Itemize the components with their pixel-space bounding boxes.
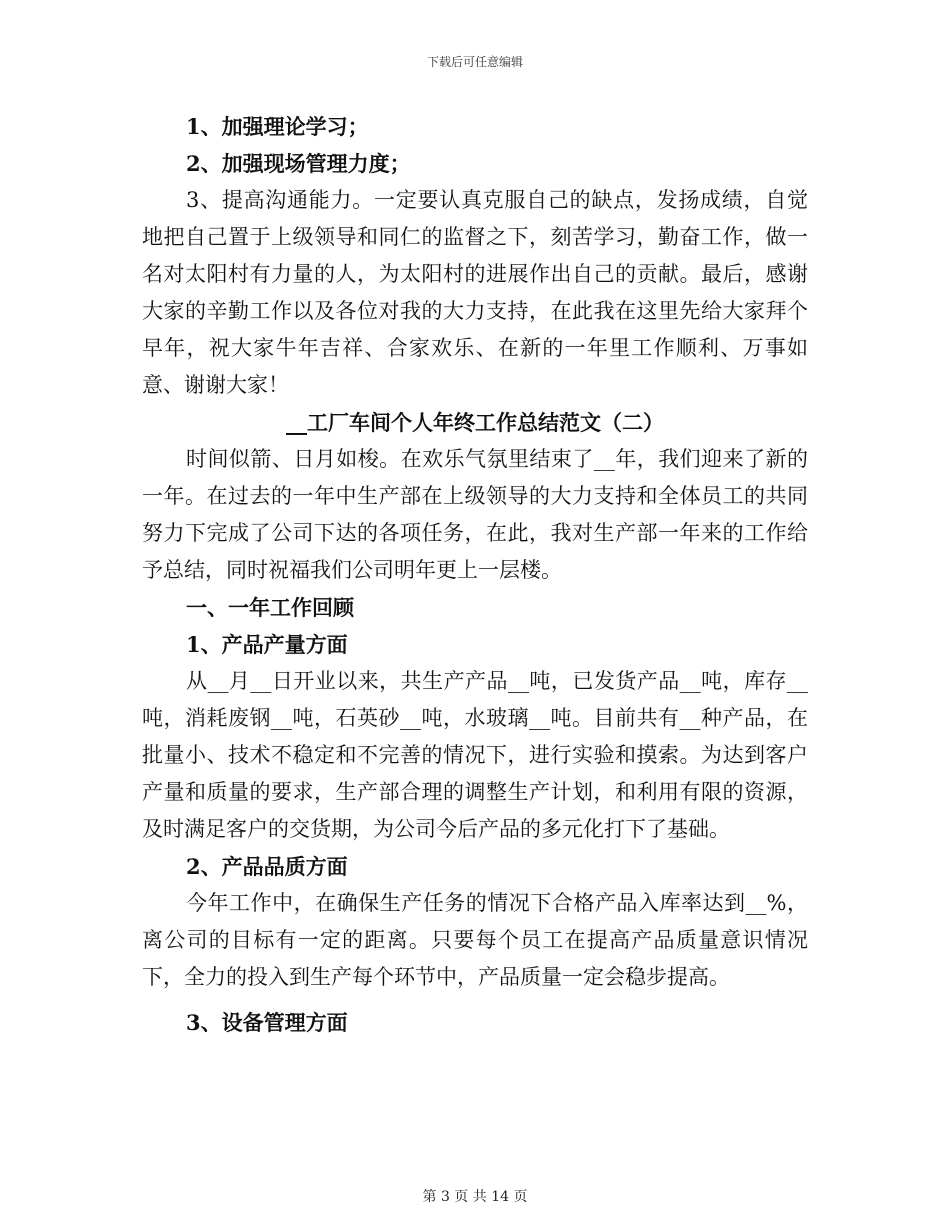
section-title: __工厂车间个人年终工作总结范文（二） [286, 410, 664, 435]
heading-site-management: 2、加强现场管理力度； [186, 151, 411, 176]
document-body [142, 108, 808, 1041]
paragraph-quality: 今年工作中，在确保生产任务的情况下合格产品入库率达到__%，离公司的目标有一定的距离。只要每个员工在提高产品质量意识情况下，全力的投入到生产每个环节中，产品质量一定会稳步提高。 [142, 891, 808, 989]
paragraph-communication: 3、提高沟通能力。一定要认真克服自己的缺点，发扬成绩，自觉地把自己置于上级领导和同仁的监督之下，刻苦学习，勤奋工作，做一名对太阳村有力量的人，为太阳村的进展作出自己的贡献。最后，感谢大家的辛勤工作以及各位对我的大力支持，在此我在这里先给大家拜个早年，祝大家牛年吉祥、合家欢乐、在新的一年里工作顺利、万事如意、谢谢大家！ [142, 188, 808, 397]
heading-year-review: 一、一年工作回顾 [186, 595, 354, 620]
page-number: 第 3 页 共 14 页 [422, 1189, 528, 1205]
page-header: 下载后可任意编辑 [426, 55, 523, 69]
paragraph-output: 从__月__日开业以来，共生产产品__吨，已发货产品__吨，库存__吨，消耗废钢__吨，石英砂__吨，水玻璃__吨。目前共有__种产品，在批量小、技术不稳定和不完善的情况下，进行实验和摸索。为达到客户产量和质量的要求，生产部合理的调整生产计划，和利用有限的资源，及时满足客户的交货期，为公司今后产品的多元化打下了基础。 [142, 669, 808, 841]
heading-theory-study: 1、加强理论学习； [186, 114, 369, 139]
heading-output: 1、产品产量方面 [186, 632, 348, 657]
heading-equipment: 3、设备管理方面 [186, 1010, 348, 1035]
heading-quality: 2、产品品质方面 [186, 854, 348, 879]
paragraph-intro: 时间似箭、日月如梭。在欢乐气氛里结束了__年，我们迎来了新的一年。在过去的一年中生产部在上级领导的大力支持和全体员工的共同努力下完成了公司下达的各项任务，在此，我对生产部一年来的工作给予总结，同时祝福我们公司明年更上一层楼。 [142, 447, 808, 582]
